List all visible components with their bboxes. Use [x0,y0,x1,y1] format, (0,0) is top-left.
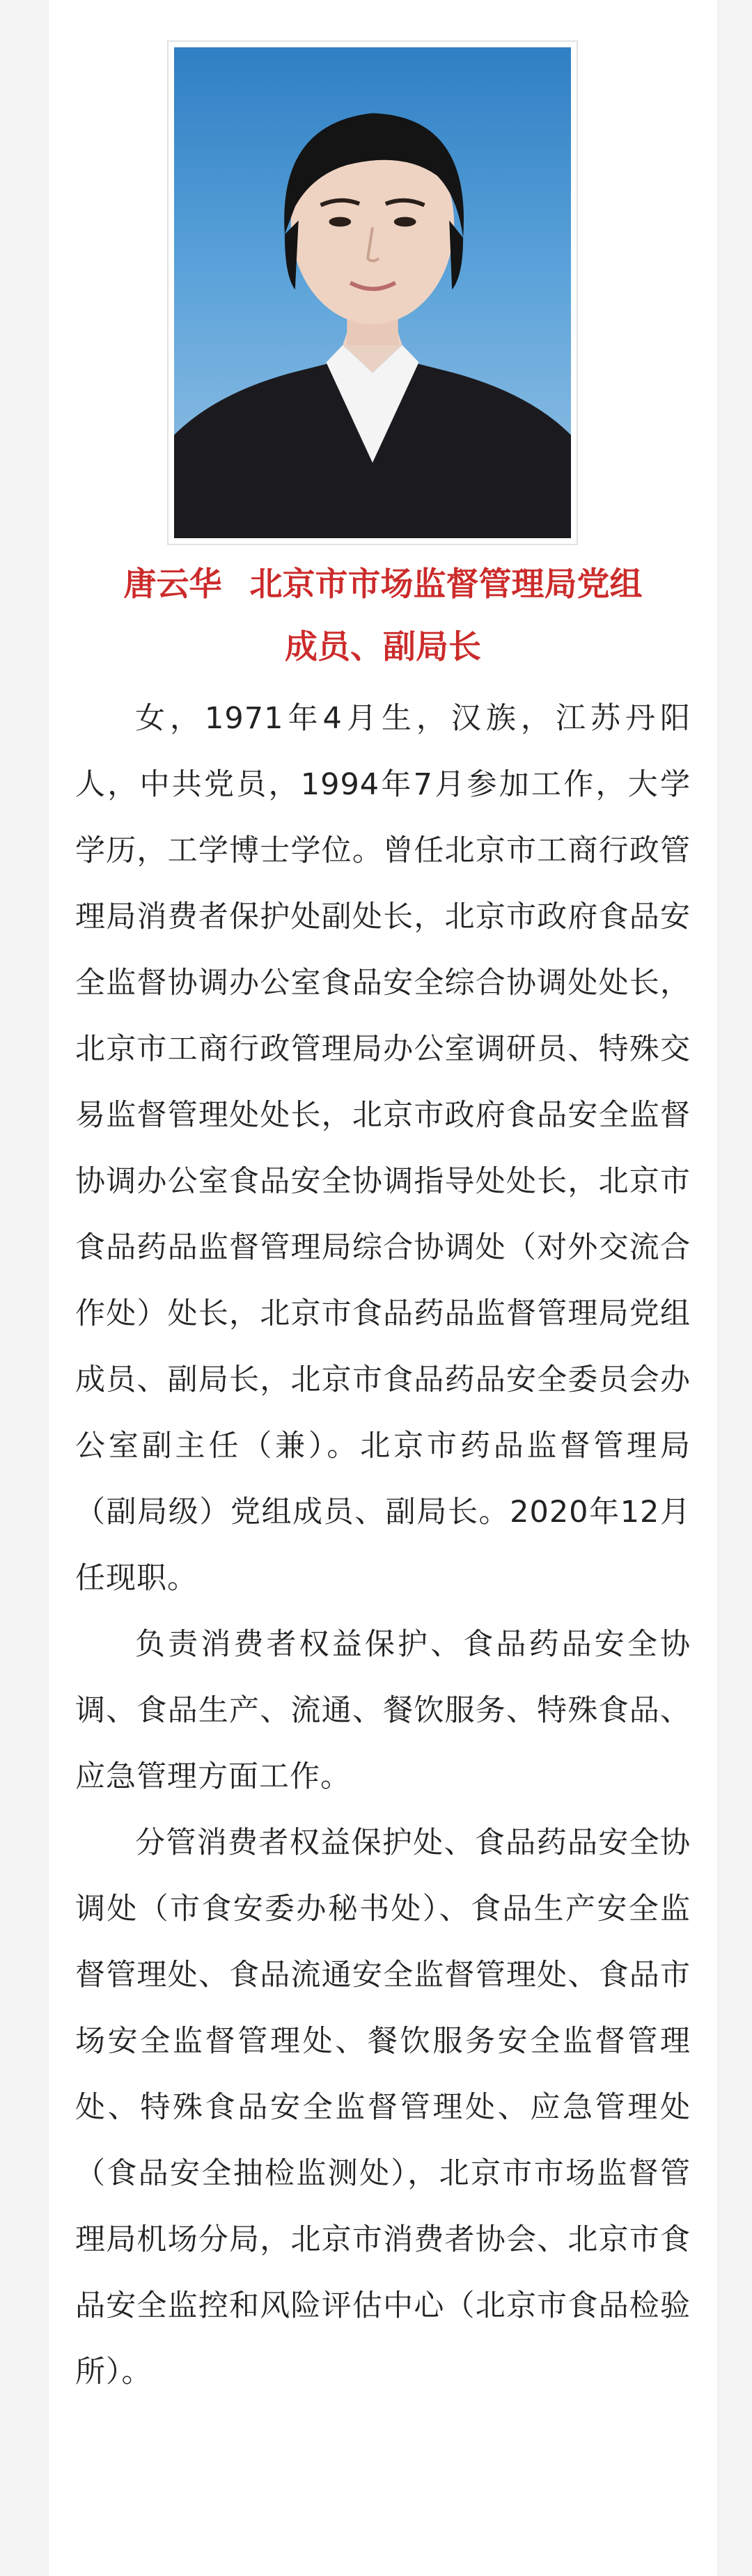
article-page [49,0,717,2576]
biography-body [75,686,691,2405]
person-position-line-1: 北京市市场监督管理局党组 [249,565,643,604]
title-line-2: 成员、副局长 [285,628,481,666]
person-name: 唐云华 [123,565,222,604]
oversight-paragraph: 分管消费者权益保护处、食品药品安全协调处（市食安委办秘书处）、食品生产安全监督管理处、食品流通安全监督管理处、食品市场安全监督管理处、餐饮服务安全监督管理处、特殊食品安全监督管理处、应急管理处（食品安全抽检监测处），北京市市场监督管理局机场分局，北京市消费者协会、北京市食品安全监控和风险评估中心（北京市食品检验所）。 [75,1825,691,2389]
responsibility-paragraph: 负责消费者权益保护、食品药品安全协调、食品生产、流通、餐饮服务、特殊食品、应急管理方面工作。 [75,1627,691,1794]
portrait-illustration [174,47,571,538]
title-line-1 [77,553,689,616]
portrait-photo [174,47,571,538]
biography-paragraph: 女，1971年4月生，汉族，江苏丹阳人，中共党员，1994年7月参加工作，大学学历，工学博士学位。曾任北京市工商行政管理局消费者保护处副处长，北京市政府食品安全监督协调办公室食品安全综合协调处处长，北京市工商行政管理局办公室调研员、特殊交易监督管理处处长，北京市政府食品安全监督协调办公室食品安全协调指导处处长，北京市食品药品监督管理局综合协调处（对外交流合作处）处长，北京市食品药品监督管理局党组成员、副局长，北京市食品药品安全委员会办公室副主任（兼）。北京市药品监督管理局（副局级）党组成员、副局长。2020年12月任现职。 [75,701,691,1596]
person-title [77,553,689,679]
portrait-frame [167,40,578,545]
